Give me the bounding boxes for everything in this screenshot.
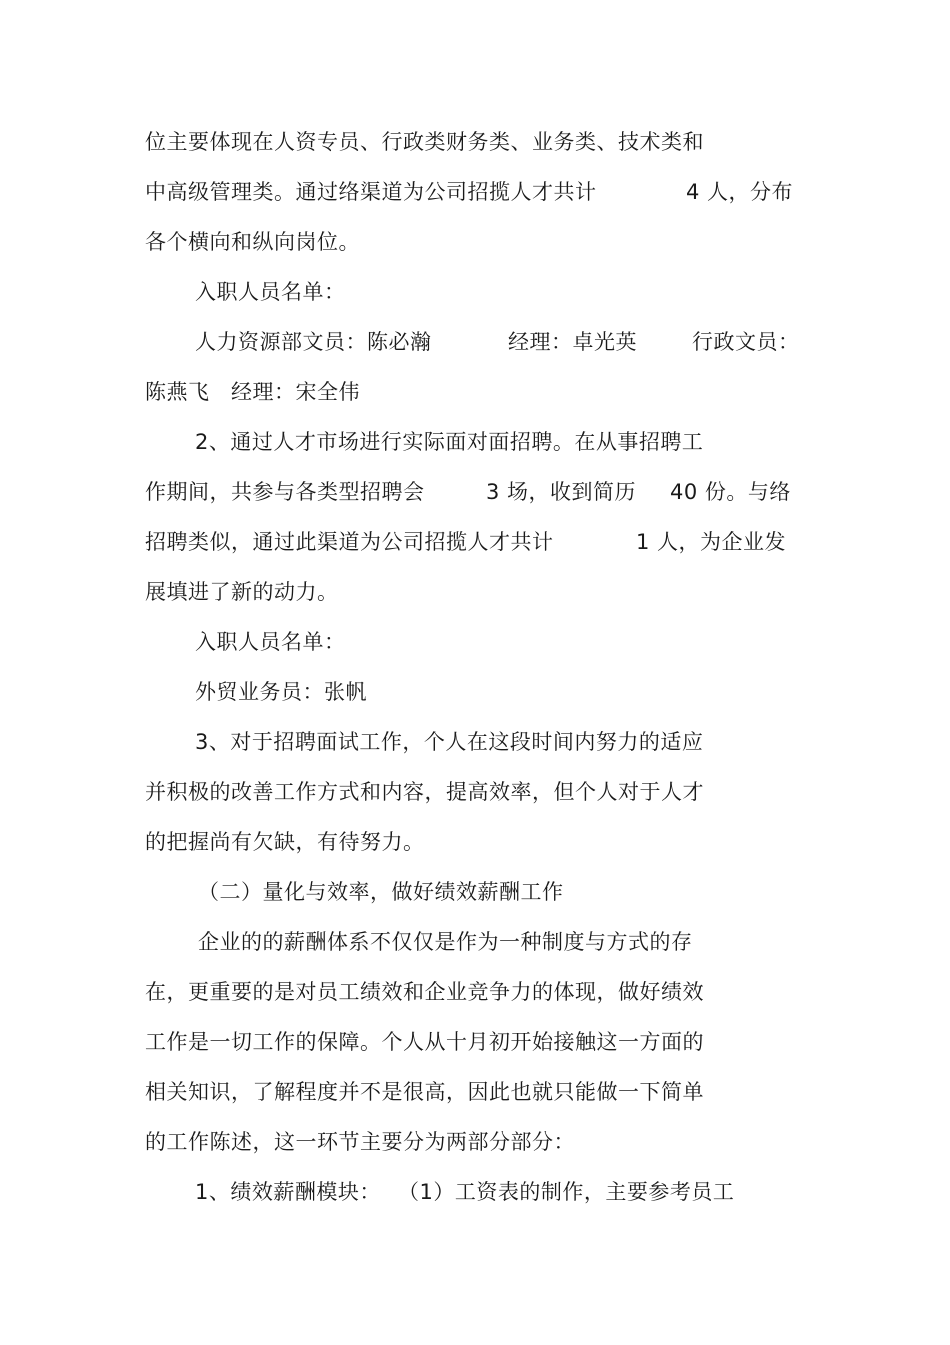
text-line: 4 人，分布: [686, 180, 794, 204]
text-line: 入职人员名单：: [195, 280, 346, 304]
text-line: 3、对于招聘面试工作，个人在这段时间内努力的适应: [195, 730, 704, 754]
text-line: 相关知识，了解程度并不是很高，因此也就只能做一下简单: [145, 1080, 704, 1104]
text-line: 入职人员名单：: [195, 630, 346, 654]
text-line: 展填进了新的动力。: [145, 580, 339, 604]
text-line: 40 份。与络: [670, 480, 791, 504]
text-line: 各个横向和纵向岗位。: [145, 230, 360, 254]
text-line: 招聘类似，通过此渠道为公司招揽人才共计: [145, 530, 554, 554]
text-line: 经理：卓光英: [508, 330, 637, 354]
text-line: 外贸业务员：张帆: [195, 680, 367, 704]
text-line: 位主要体现在人资专员、行政类财务类、业务类、技术类和: [145, 130, 704, 154]
text-line: 3 场，收到简历: [486, 480, 637, 504]
text-line: 经理：宋全伟: [231, 380, 360, 404]
text-line: 陈燕飞: [145, 380, 210, 404]
text-line: 企业的的薪酬体系不仅仅是作为一种制度与方式的存: [198, 930, 693, 954]
text-line: 1 人，为企业发: [636, 530, 787, 554]
text-line: 中高级管理类。通过络渠道为公司招揽人才共计: [145, 180, 597, 204]
section-heading: （二）量化与效率，做好绩效薪酬工作: [198, 880, 564, 904]
text-line: 并积极的改善工作方式和内容，提高效率，但个人对于人才: [145, 780, 704, 804]
text-line: 的工作陈述，这一环节主要分为两部分部分：: [145, 1130, 575, 1154]
text-line: （1）工资表的制作，主要参考员工: [398, 1180, 735, 1204]
text-line: 行政文员：: [692, 330, 800, 354]
text-line: 1、绩效薪酬模块：: [195, 1180, 381, 1204]
text-line: 人力资源部文员：陈必瀚: [195, 330, 432, 354]
text-line: 作期间，共参与各类型招聘会: [145, 480, 425, 504]
text-line: 2、通过人才市场进行实际面对面招聘。在从事招聘工: [195, 430, 704, 454]
text-line: 在，更重要的是对员工绩效和企业竞争力的体现，做好绩效: [145, 980, 704, 1004]
text-line: 工作是一切工作的保障。个人从十月初开始接触这一方面的: [145, 1030, 704, 1054]
text-line: 的把握尚有欠缺，有待努力。: [145, 830, 425, 854]
